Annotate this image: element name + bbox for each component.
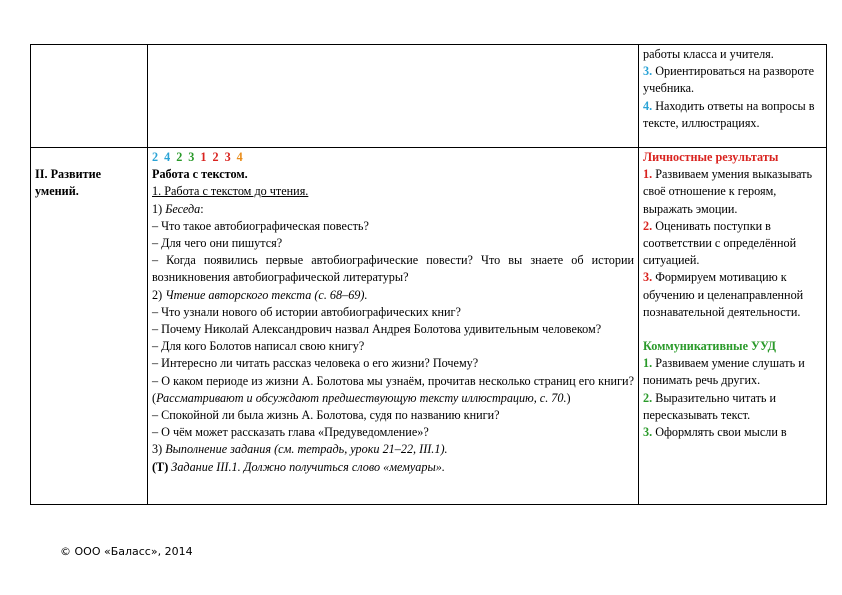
step-1 bbox=[152, 201, 634, 218]
stage-cell bbox=[31, 45, 148, 148]
step-1-label: Беседа bbox=[165, 201, 201, 216]
question bbox=[152, 373, 634, 407]
uud-code: 4 bbox=[236, 150, 243, 164]
personal-results-heading: Личностные результаты bbox=[643, 150, 779, 164]
item-number: 2. bbox=[643, 218, 653, 233]
uud-codes bbox=[152, 149, 634, 166]
item-number: 4. bbox=[643, 98, 653, 113]
step-3-label: Выполнение задания (см. тетрадь, уроки 21–22, III.1). bbox=[165, 442, 448, 457]
list-item bbox=[643, 63, 822, 97]
item-number: 3. bbox=[643, 425, 653, 440]
uud-code: 2 bbox=[212, 150, 219, 164]
results-cell bbox=[639, 148, 827, 505]
item-number: 1. bbox=[643, 356, 653, 371]
question: – Спокойной ли была жизнь А. Болотова, судя по названию книги? bbox=[152, 408, 500, 423]
item-text: работы класса и учителя. bbox=[643, 47, 774, 61]
item-text: Оформлять свои мысли в bbox=[652, 425, 787, 440]
question: – Интересно ли читать рассказ человека о его жизни? Почему? bbox=[152, 356, 479, 371]
uud-code: 1 bbox=[200, 150, 207, 164]
item-text: Формируем мотивацию к обучению и целенаправленной познавательной деятельности. bbox=[643, 270, 804, 319]
stage-cell bbox=[31, 148, 148, 505]
list-item bbox=[643, 98, 822, 132]
question: – О чём может рассказать глава «Предуведомление»? bbox=[152, 425, 429, 440]
uud-code: 3 bbox=[188, 150, 195, 164]
step-4 bbox=[152, 459, 634, 476]
table-row bbox=[31, 148, 827, 505]
step-3-num: 3) bbox=[152, 442, 166, 457]
content-cell bbox=[148, 148, 639, 505]
item-text: Выразительно читать и пересказывать текст. bbox=[643, 390, 777, 422]
step-2-label: Чтение авторского текста (с. 68–69). bbox=[165, 287, 368, 302]
table-row bbox=[31, 45, 827, 148]
stage-title: II. Развитие умений. bbox=[35, 167, 102, 199]
uud-code: 2 bbox=[152, 150, 159, 164]
item-number: 1. bbox=[643, 167, 653, 182]
list-item bbox=[643, 166, 822, 218]
list-item bbox=[643, 46, 822, 63]
item-text: Оценивать поступки в соответствии с определённой ситуацией. bbox=[643, 218, 797, 268]
spacer bbox=[643, 321, 822, 338]
item-number: 3. bbox=[643, 270, 653, 285]
uud-code: 2 bbox=[176, 150, 183, 164]
list-item bbox=[643, 218, 822, 270]
step-2-num: 2) bbox=[152, 287, 166, 302]
content-cell bbox=[148, 45, 639, 148]
question: – Для чего они пишутся? bbox=[152, 236, 283, 251]
question: – Что узнали нового об истории автобиографических книг? bbox=[152, 304, 461, 319]
question: – Для кого Болотов написал свою книгу? bbox=[152, 339, 365, 354]
results-cell bbox=[639, 45, 827, 148]
item-number: 3. bbox=[643, 64, 653, 79]
step-4-mark: (Т) bbox=[152, 459, 169, 474]
question-text: – О каком периоде из жизни А. Болотова мы узнаём, прочитав несколько страниц его книги? ( bbox=[152, 373, 634, 405]
question-note: Рассматривают и обсуждают предшествующую тексту иллюстрацию, с. 70. bbox=[156, 390, 567, 405]
item-text: Ориентироваться на развороте учебника. bbox=[643, 64, 815, 96]
step-3 bbox=[152, 441, 634, 458]
lesson-table bbox=[30, 44, 827, 505]
uud-code: 3 bbox=[224, 150, 231, 164]
list-item bbox=[643, 269, 822, 321]
results-list bbox=[643, 46, 822, 132]
item-text: Развиваем умение слушать и понимать речь других. bbox=[643, 356, 805, 388]
step-4-label: Задание III.1. Должно получиться слово «мемуары». bbox=[168, 459, 445, 474]
step-1-num: 1) bbox=[152, 201, 166, 216]
list-item bbox=[643, 390, 822, 424]
section-subtitle: 1. Работа с текстом до чтения. bbox=[152, 184, 309, 199]
question: – Что такое автобиографическая повесть? bbox=[152, 218, 369, 233]
communicative-list bbox=[643, 355, 822, 441]
list-item bbox=[643, 355, 822, 389]
item-text: Находить ответы на вопросы в тексте, иллюстрациях. bbox=[643, 98, 815, 130]
question: – Почему Николай Александрович назвал Андрея Болотова удивительным человеком? bbox=[152, 322, 602, 337]
section-title: Работа с текстом. bbox=[152, 167, 248, 182]
personal-results-list bbox=[643, 166, 822, 321]
step-2 bbox=[152, 287, 634, 304]
communicative-heading: Коммуникативные УУД bbox=[643, 339, 777, 354]
step-1-colon: : bbox=[200, 201, 204, 216]
uud-code: 4 bbox=[164, 150, 171, 164]
copyright-footer: © ООО «Баласс», 2014 bbox=[60, 545, 193, 558]
list-item bbox=[643, 424, 822, 441]
item-text: Развиваем умения выказывать своё отношение к героям, выражать эмоции. bbox=[643, 167, 813, 216]
question-end: ) bbox=[566, 390, 571, 405]
item-number: 2. bbox=[643, 390, 653, 405]
question: – Когда появились первые автобиографические повести? Что вы знаете об истории возникновения автобиографической литературы? bbox=[152, 253, 634, 285]
